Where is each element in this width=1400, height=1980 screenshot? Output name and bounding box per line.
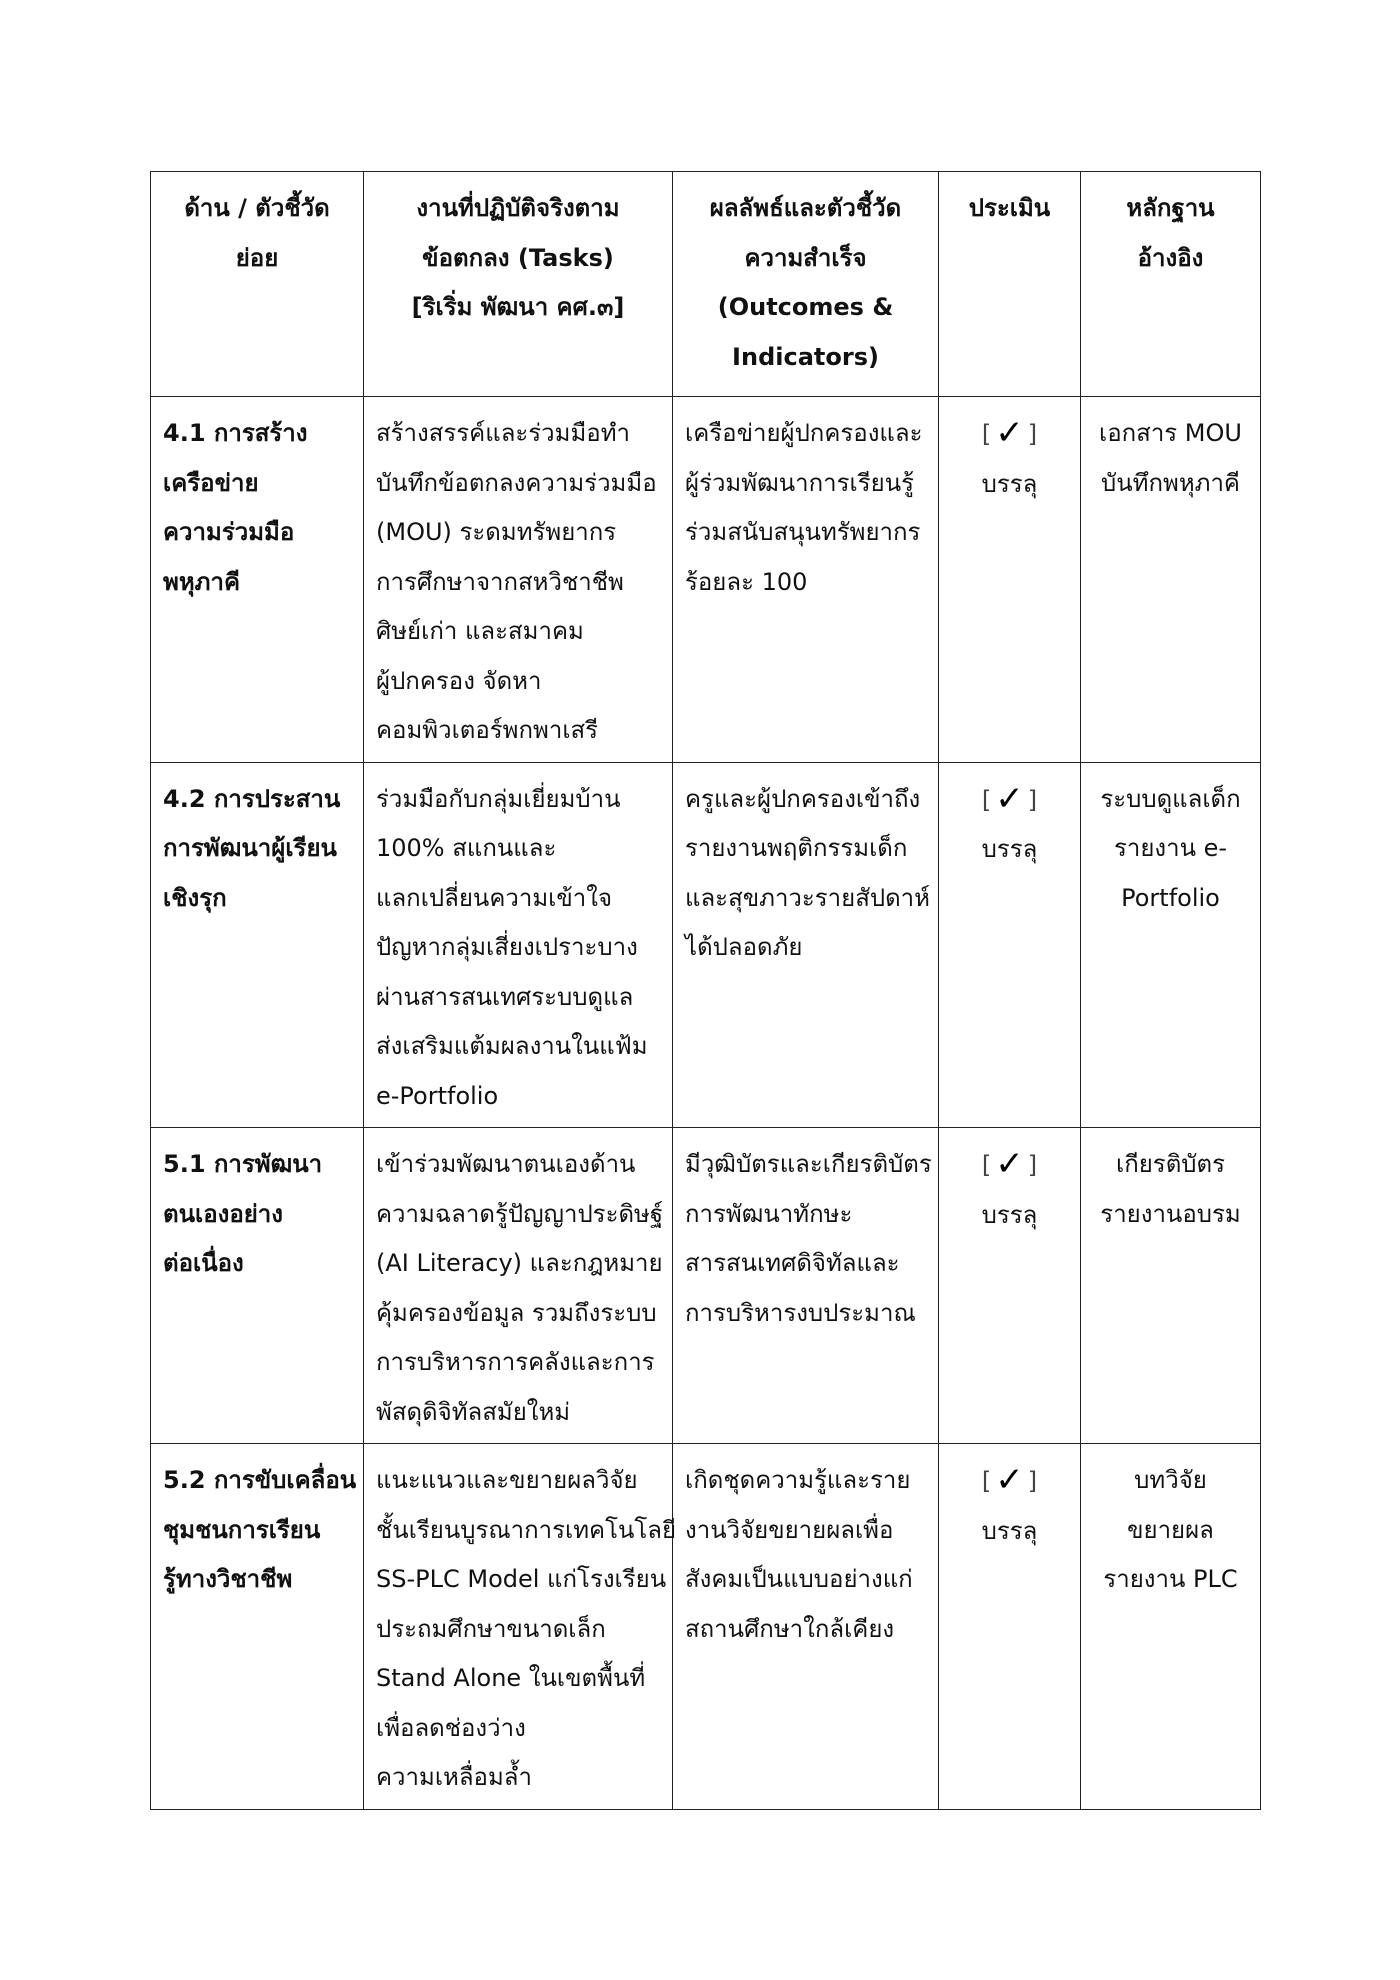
text-line: ตนเองอย่าง [163,1199,283,1228]
tasks-cell [364,1444,677,1810]
text-line: Indicators) [732,342,879,371]
text-line: ครูและผู้ปกครองเข้าถึง [685,784,921,813]
assessment-cell [939,1128,1081,1444]
text-line: ความสำเร็จ [744,243,867,272]
assessment-cell [939,1444,1081,1810]
text-line: คุ้มครองข้อมูล รวมถึงระบบ [376,1298,657,1327]
text-line: ระบบดูแลเด็ก [1100,784,1241,813]
assessment-result: บรรลุ [981,1200,1038,1229]
text-line: ประเมิน [968,194,1051,222]
text-line: เข้าร่วมพัฒนาตนเองด้าน [376,1150,636,1178]
topic-cell [151,762,364,1128]
checkbox-close: ] [1027,1151,1038,1179]
text-line: (Outcomes & [717,293,894,321]
text-line: ด้าน / ตัวชี้วัด [184,194,330,222]
text-line: รายงานพฤติกรรมเด็ก [685,834,908,862]
text-line: แนะแนวและขยายผลวิจัย [376,1466,638,1494]
checkmark-icon: ✓ [995,1460,1024,1500]
text-line: ผู้ปกครอง จัดหา [376,666,542,695]
text-line: ได้ปลอดภัย [685,933,803,961]
header-tasks [364,172,673,397]
text-line: ความเหลื่อมล้ำ [376,1763,532,1791]
text-line: 100% สแกนและ [376,834,557,862]
text-line: รายงาน e- [1113,834,1228,862]
assessment-cell [939,397,1081,763]
text-line: 5.2 การขับเคลื่อน [163,1466,357,1494]
checkmark-icon: ✓ [995,413,1024,453]
text-line: การบริหารงบประมาณ [685,1298,916,1327]
header-topic [151,172,364,397]
outcomes-cell [673,397,939,763]
text-line: งานวิจัยขยายผลเพื่อ [685,1515,894,1544]
checkbox-open: [ [981,1467,992,1495]
text-line: พัสดุดิจิทัลสมัยใหม่ [376,1397,571,1426]
header-assessment [939,172,1081,397]
text-line: มีวุฒิบัตรและเกียรติบัตร [685,1150,932,1178]
text-line: และสุขภาวะรายสัปดาห์ [685,883,930,912]
text-line: เกียรติบัตร [1116,1150,1225,1178]
text-line: ร้อยละ 100 [685,567,808,596]
table-row [151,762,1261,1128]
evidence-cell [1081,397,1261,763]
assessment-result: บรรลุ [981,835,1038,863]
text-line: 5.1 การพัฒนา [163,1150,323,1178]
text-line: งานที่ปฏิบัติจริงตาม [416,194,620,222]
text-line: บทวิจัย [1134,1466,1207,1494]
text-line: พหุภาคี [163,567,240,596]
text-line: ปัญหากลุ่มเสี่ยงเปราะบาง [376,933,638,961]
text-line: รายงานอบรม [1100,1199,1241,1228]
text-line: 4.1 การสร้าง [163,419,308,447]
text-line: สังคมเป็นแบบอย่างแก่ [685,1565,913,1593]
header-outcomes [673,172,939,397]
text-line: อ้างอิง [1137,243,1204,272]
header-evidence [1081,172,1261,397]
text-line: สถานศึกษาใกล้เคียง [685,1614,895,1643]
text-line: ศิษย์เก่า และสมาคม [376,617,584,645]
text-line: ผลลัพธ์และตัวชี้วัด [709,194,902,222]
checkmark-icon: ✓ [995,778,1024,819]
evaluation-table [150,171,1261,1810]
checkbox-close: ] [1027,785,1038,814]
text-line: เอกสาร MOU [1099,419,1242,447]
text-line: ผู้ร่วมพัฒนาการเรียนรู้ [685,468,914,497]
text-line: เชิงรุก [163,883,227,912]
checkbox-open: [ [981,420,992,448]
text-line: (MOU) ระดมทรัพยากร [376,518,617,546]
text-line: ส่งเสริมแต้มผลงานในแฟ้ม [376,1032,648,1060]
assessment-result: บรรลุ [981,1516,1038,1545]
text-line: ผ่านสารสนเทศระบบดูแล [376,982,634,1011]
text-line: คอมพิวเตอร์พกพาเสรี [376,716,599,744]
text-line: รายงาน PLC [1103,1565,1238,1593]
assessment-result: บรรลุ [981,469,1038,498]
text-line: การศึกษาจากสหวิชาชีพ [376,567,624,596]
text-line: ชั้นเรียนบูรณาการเทคโนโลยี [376,1515,677,1544]
text-line: แลกเปลี่ยนความเข้าใจ [376,883,613,912]
text-line: รู้ทางวิชาชีพ [163,1565,293,1593]
table-row [151,1128,1261,1444]
text-line: 4.2 การประสาน [163,784,341,813]
assessment-cell [939,762,1081,1128]
text-line: การบริหารการคลังและการ [376,1348,655,1376]
text-line: เกิดชุดความรู้และราย [685,1466,911,1494]
checkbox-close: ] [1027,1467,1038,1495]
text-line: [ริเริ่ม พัฒนา คศ.๓] [411,293,625,321]
text-line: บันทึกข้อตกลงความร่วมมือ [376,468,657,497]
text-line: หลักฐาน [1126,194,1215,222]
checkbox-open: [ [981,1151,992,1179]
outcomes-cell [673,762,939,1128]
text-line: Portfolio [1121,883,1220,912]
text-line: ขยายผล [1127,1515,1214,1544]
text-line: ชุมชนการเรียน [163,1515,321,1544]
checkbox [951,775,1068,826]
text-line: ข้อตกลง (Tasks) [422,243,614,272]
checkbox-close: ] [1027,420,1038,448]
header-row [151,172,1261,397]
evidence-cell [1081,1128,1261,1444]
text-line: เครือข่ายผู้ปกครองและ [685,419,923,447]
text-line: สร้างสรรค์และร่วมมือทำ [376,419,631,447]
text-line: SS-PLC Model แก่โรงเรียน [376,1565,667,1593]
table-row [151,1444,1261,1810]
checkbox [951,409,1068,460]
text-line: เครือข่าย [163,468,259,497]
checkbox-open: [ [981,785,992,814]
outcomes-cell [673,1444,939,1810]
text-line: e-Portfolio [376,1081,499,1110]
topic-cell [151,397,364,763]
evidence-cell [1081,762,1261,1128]
text-line: ต่อเนื่อง [163,1249,244,1277]
tasks-cell [364,397,673,763]
topic-cell [151,1128,364,1444]
text-line: สารสนเทศดิจิทัลและ [685,1249,900,1277]
tasks-cell [364,762,673,1128]
evidence-cell [1081,1444,1261,1810]
text-line: (AI Literacy) และกฎหมาย [376,1249,663,1277]
text-line: ประถมศึกษาขนาดเล็ก [376,1614,606,1643]
text-line: เพื่อลดช่องว่าง [376,1713,526,1742]
checkbox [951,1140,1068,1191]
checkmark-icon: ✓ [995,1144,1024,1184]
text-line: การพัฒนาทักษะ [685,1199,853,1228]
text-line: Stand Alone ในเขตพื้นที่ [376,1664,646,1692]
checkbox [951,1456,1068,1507]
text-line: บันทึกพหุภาคี [1101,468,1240,497]
text-line: ความร่วมมือ [163,518,295,546]
topic-cell [151,1444,364,1810]
text-line: ความฉลาดรู้ปัญญาประดิษฐ์ [376,1199,664,1228]
text-line: ร่วมสนับสนุนทรัพยากร [685,518,921,546]
text-line: ร่วมมือกับกลุ่มเยี่ยมบ้าน [376,784,621,813]
table-row [151,397,1261,763]
outcomes-cell [673,1128,939,1444]
text-line: การพัฒนาผู้เรียน [163,834,337,862]
text-line: ย่อย [235,243,279,272]
tasks-cell [364,1128,673,1444]
